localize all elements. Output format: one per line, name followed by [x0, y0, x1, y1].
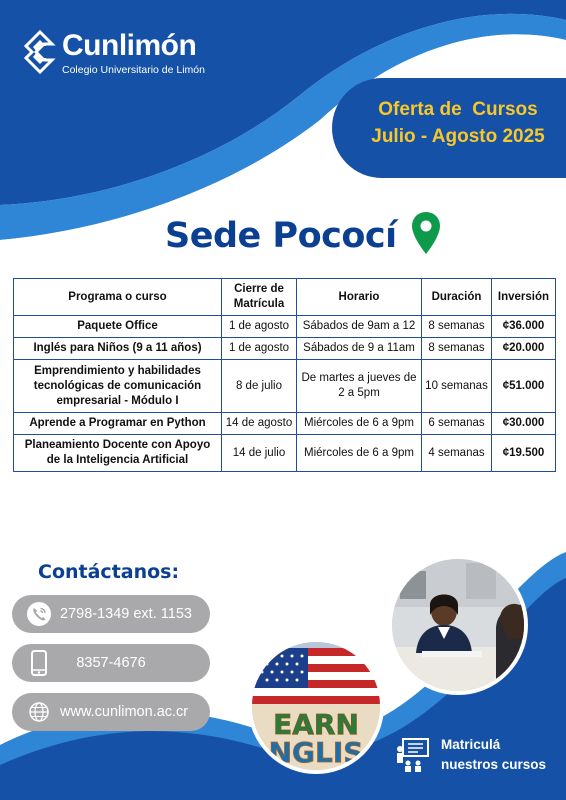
cell-duracion: 8 semanas	[422, 316, 492, 338]
cell-cierre: 14 de julio	[222, 435, 297, 472]
contact-title: Contáctanos:	[38, 561, 180, 583]
table-row	[14, 316, 556, 338]
mobile-phone-icon	[24, 648, 54, 678]
cell-inversion: ¢20.000	[492, 338, 556, 360]
table-header-row	[14, 279, 556, 316]
cell-cierre: 14 de agosto	[222, 413, 297, 435]
cell-duracion: 8 semanas	[422, 338, 492, 360]
mobile-text: 8357-4676	[76, 655, 146, 671]
brand-subtitle: Colegio Universitario de Limón	[62, 64, 205, 76]
header-programa: Programa o curso	[14, 279, 222, 316]
brand-name: Cunlimón	[62, 29, 197, 62]
enroll-line2: nuestros cursos	[441, 757, 547, 772]
table-row	[14, 360, 556, 413]
cell-horario: Miércoles de 6 a 9pm	[297, 413, 422, 435]
photo-letters-top: EARN	[273, 708, 359, 741]
course-table	[13, 278, 556, 472]
header-cierre: Cierre de Matrícula	[222, 279, 297, 316]
cell-horario: Sábados de 9 a 11am	[297, 338, 422, 360]
sede-title: Sede Pococí	[165, 216, 397, 256]
table-row	[14, 413, 556, 435]
phone-icon	[24, 599, 54, 629]
cell-horario: Miércoles de 6 a 9pm	[297, 435, 422, 472]
cell-cierre: 1 de agosto	[222, 338, 297, 360]
cell-horario: De martes a jueves de 2 a 5pm	[297, 360, 422, 413]
enroll-line1: Matriculá	[441, 737, 501, 752]
map-pin-icon	[410, 210, 442, 256]
english-flag-photo	[248, 638, 384, 774]
offer-line1: Oferta de Cursos	[378, 99, 538, 120]
header-duracion: Duración	[422, 279, 492, 316]
cell-inversion: ¢19.500	[492, 435, 556, 472]
table-row	[14, 435, 556, 472]
website-text: www.cunlimon.ac.cr	[60, 704, 189, 720]
cell-duracion: 10 semanas	[422, 360, 492, 413]
cell-duracion: 4 semanas	[422, 435, 492, 472]
cell-cierre: 1 de agosto	[222, 316, 297, 338]
cell-horario: Sábados de 9am a 12	[297, 316, 422, 338]
cell-programa: Aprende a Programar en Python	[14, 413, 222, 435]
globe-icon	[24, 697, 54, 727]
brand-logo	[22, 30, 205, 76]
mobile-contact[interactable]	[12, 644, 210, 682]
header-inversion: Inversión	[492, 279, 556, 316]
enroll-cta[interactable]	[441, 735, 546, 775]
advisor-photo	[388, 555, 528, 695]
table-row	[14, 338, 556, 360]
photo-letters-bottom: NGLIS	[268, 736, 364, 769]
phone-text: 2798-1349 ext. 1153	[60, 606, 192, 622]
phone-contact[interactable]	[12, 595, 210, 633]
cell-cierre: 8 de julio	[222, 360, 297, 413]
cell-inversion: ¢36.000	[492, 316, 556, 338]
cell-duracion: 6 semanas	[422, 413, 492, 435]
offer-line2: Julio - Agosto 2025	[371, 126, 545, 147]
presentation-people-icon	[396, 737, 430, 773]
cell-inversion: ¢30.000	[492, 413, 556, 435]
cell-programa: Inglés para Niños (9 a 11 años)	[14, 338, 222, 360]
cell-programa: Planeamiento Docente con Apoyo de la Inteligencia Artificial	[14, 435, 222, 472]
cell-programa: Paquete Office	[14, 316, 222, 338]
header-horario: Horario	[297, 279, 422, 316]
offer-text	[360, 96, 556, 150]
cell-inversion: ¢51.000	[492, 360, 556, 413]
cell-programa: Emprendimiento y habilidades tecnológicas de comunicación empresarial - Módulo I	[14, 360, 222, 413]
cunlimon-logo-icon	[22, 30, 58, 76]
website-contact[interactable]	[12, 693, 210, 731]
